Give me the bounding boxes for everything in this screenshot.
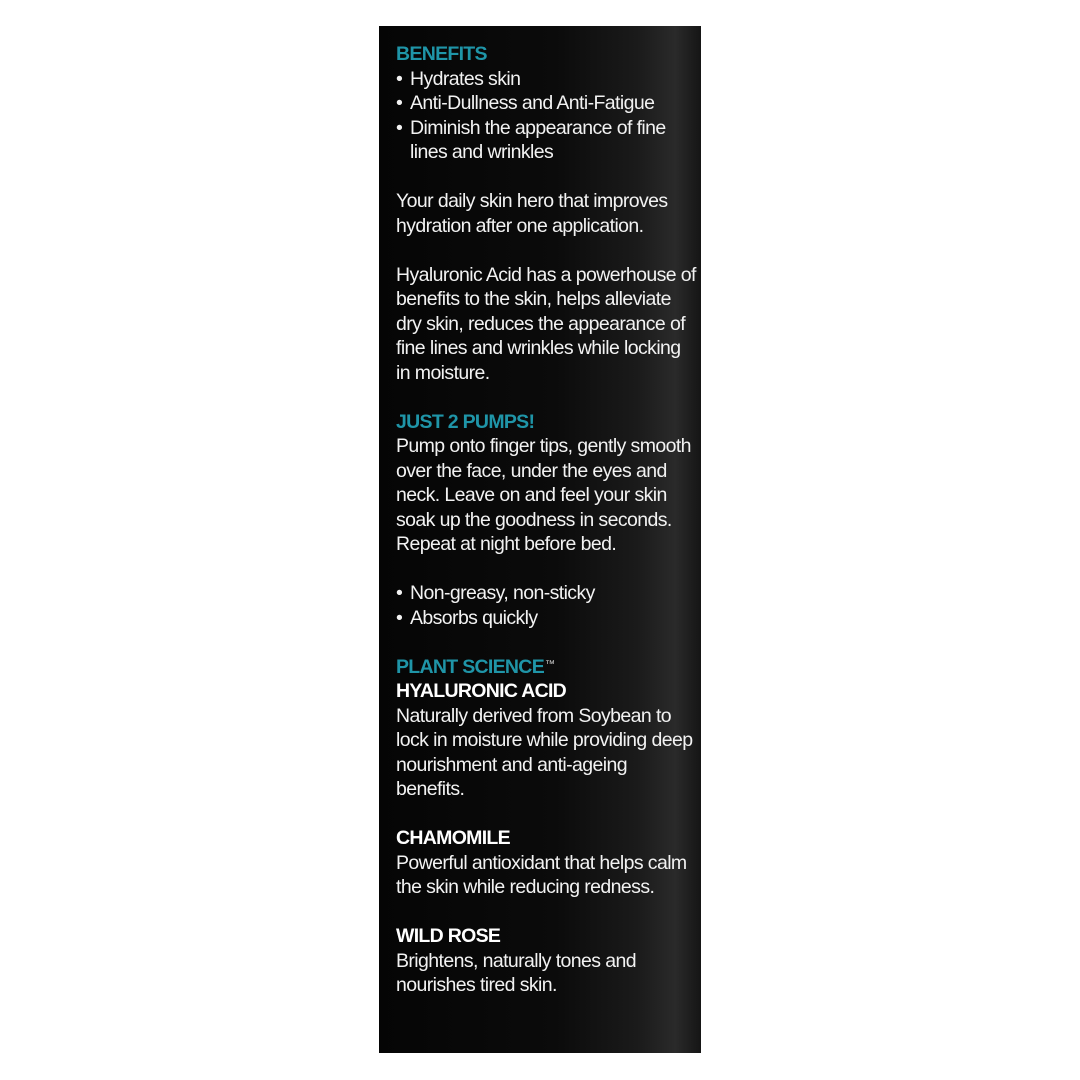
trademark-mark: ™	[545, 658, 555, 670]
spacer	[396, 385, 696, 410]
spacer	[396, 802, 696, 827]
benefits-intro-paragraph: Your daily skin hero that improves hydration after one application.	[396, 190, 668, 237]
list-item	[396, 116, 696, 165]
panel-content	[396, 42, 696, 998]
spacer	[396, 630, 696, 655]
ingredient-name: CHAMOMILE	[396, 827, 510, 849]
benefit-text: Anti-Dullness and Anti-Fatigue	[410, 92, 655, 114]
ingredient-name: WILD ROSE	[396, 925, 501, 947]
benefit-text: Diminish the appearance of fine lines and wrinkles	[410, 116, 666, 163]
list-item	[396, 91, 696, 116]
pumps-features-list	[396, 581, 696, 630]
plant-science-heading	[396, 655, 696, 680]
spacer	[396, 165, 696, 190]
benefit-text: Hydrates skin	[410, 67, 521, 90]
spacer	[396, 900, 696, 925]
benefits-heading: BENEFITS	[396, 43, 487, 65]
list-item	[396, 67, 696, 92]
spacer	[396, 557, 696, 582]
feature-text: Non-greasy, non-sticky	[410, 582, 595, 604]
product-box-side-panel	[379, 26, 701, 1053]
bullet-icon: •	[396, 606, 403, 629]
bullet-icon: •	[396, 92, 403, 114]
list-item	[396, 581, 696, 606]
spacer	[396, 238, 696, 263]
pumps-instructions: Pump onto finger tips, gently smooth over the face, under the eyes and neck. Leave on and feel your skin soak up the goodness in seconds. Repeat at night before bed.	[396, 435, 691, 555]
list-item	[396, 606, 696, 631]
plant-science-title: PLANT SCIENCE	[396, 655, 544, 678]
ingredient-description: Naturally derived from Soybean to lock in moisture while providing deep nourishment and anti-ageing benefits.	[396, 704, 693, 800]
benefits-list	[396, 67, 696, 165]
bullet-icon: •	[396, 116, 403, 139]
hyaluronic-paragraph: Hyaluronic Acid has a powerhouse of benefits to the skin, helps alleviate dry skin, reduces the appearance of fine lines and wrinkles while locking in moisture.	[396, 263, 696, 384]
feature-text: Absorbs quickly	[410, 606, 538, 629]
bullet-icon: •	[396, 582, 403, 604]
pumps-heading: JUST 2 PUMPS!	[396, 410, 535, 433]
ingredient-description: Powerful antioxidant that helps calm the skin while reducing redness.	[396, 851, 687, 898]
ingredient-description: Brightens, naturally tones and nourishes tired skin.	[396, 949, 636, 996]
ingredient-name: HYALURONIC ACID	[396, 680, 567, 702]
bullet-icon: •	[396, 67, 403, 90]
